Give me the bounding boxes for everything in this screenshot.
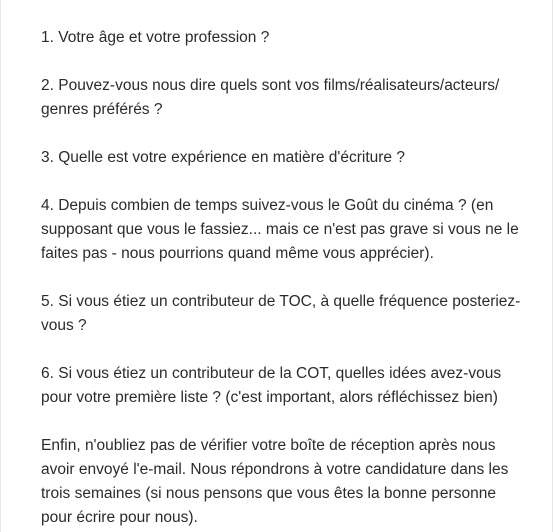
question-1: 1. Votre âge et votre profession ? bbox=[41, 29, 270, 46]
question-3: 3. Quelle est votre expérience en matière d'écriture ? bbox=[41, 149, 405, 166]
question-6: 6. Si vous étiez un contributeur de la COT, quelles idées avez-vous pour votre première liste ? (c'est important, alors réfléchissez bien) bbox=[41, 365, 502, 406]
left-border bbox=[0, 0, 1, 532]
closing-paragraph: Enfin, n'oubliez pas de vérifier votre boîte de réception après nous avoir envoyé l'e-mail. Nous répondrons à votre candidature dans les trois semaines (si nous pensons que vous êtes la bonne personne pour écrire pour nous). bbox=[41, 437, 509, 526]
article-body bbox=[41, 26, 531, 530]
question-4: 4. Depuis combien de temps suivez-vous le Goût du cinéma ? (en supposant que vous le fassiez... mais ce n'est pas grave si vous ne le faites pas - nous pourrions quand même vous apprécier). bbox=[41, 197, 519, 262]
question-2: 2. Pouvez-vous nous dire quels sont vos films/réalisateurs/acteurs/ genres préférés ? bbox=[41, 77, 500, 118]
question-5: 5. Si vous étiez un contributeur de TOC, à quelle fréquence posteriez-vous ? bbox=[41, 293, 521, 334]
